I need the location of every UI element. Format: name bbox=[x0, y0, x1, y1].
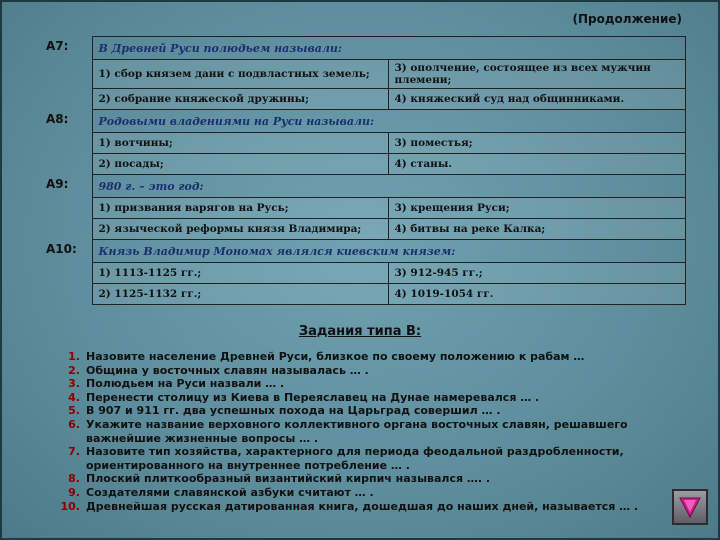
task-number: 9. bbox=[68, 485, 80, 499]
next-slide-button[interactable] bbox=[672, 489, 708, 525]
task-text: В 907 и 911 гг. два успешных похода на Царьград совершил … . bbox=[86, 404, 501, 418]
task-text: Древнейшая русская датированная книга, дошедшая до наших дней, называется … . bbox=[86, 499, 639, 513]
task-item bbox=[54, 418, 674, 445]
task-number: 7. bbox=[68, 445, 80, 459]
task-number: 4. bbox=[68, 390, 80, 404]
answer-option[interactable]: 2) посады; bbox=[92, 154, 388, 175]
answer-option[interactable]: 1) вотчины; bbox=[92, 133, 388, 154]
question-number: А7: bbox=[40, 37, 92, 110]
task-text: Назовите население Древней Руси, близкое по своему положению к рабам … bbox=[86, 350, 585, 363]
task-item bbox=[54, 472, 674, 486]
answer-option[interactable]: 1) призвания варягов на Русь; bbox=[92, 198, 388, 219]
answer-option[interactable]: 3) 912-945 гг.; bbox=[388, 263, 685, 284]
task-item bbox=[54, 486, 674, 500]
question-number: А8: bbox=[40, 110, 92, 175]
task-number: 10. bbox=[60, 499, 80, 513]
task-text: Назовите тип хозяйства, характерного для периода феодальной раздробленности, ориентированного на внутреннее потребление … . bbox=[86, 445, 624, 472]
task-item bbox=[54, 500, 674, 514]
answer-option[interactable]: 3) ополчение, состоящее из всех мужчин племени; bbox=[388, 60, 685, 89]
task-text: Плоский плиткообразный византийский кирпич назывался …. . bbox=[86, 472, 491, 486]
answer-option[interactable]: 1) 1113-1125 гг.; bbox=[92, 263, 388, 284]
quiz-table bbox=[40, 36, 686, 305]
down-triangle-icon bbox=[678, 495, 702, 519]
question-text: В Древней Руси полюдьем называли: bbox=[92, 37, 685, 60]
task-text: Укажите название верховного коллективного органа восточных славян, решавшего важнейшие жизненные вопросы … . bbox=[86, 417, 628, 445]
task-list bbox=[54, 350, 674, 513]
task-number: 2. bbox=[68, 363, 80, 377]
answer-option[interactable]: 4) княжеский суд над общинниками. bbox=[388, 89, 685, 110]
answer-option[interactable]: 1) сбор князем дани с подвластных земель; bbox=[92, 60, 388, 89]
question-text: 980 г. – это год: bbox=[92, 175, 685, 198]
answer-option[interactable]: 2) собрание княжеской дружины; bbox=[92, 89, 388, 110]
task-text: Полюдьем на Руси назвали … . bbox=[86, 377, 285, 391]
question-text: Родовыми владениями на Руси называли: bbox=[92, 110, 685, 133]
question-number: А9: bbox=[40, 175, 92, 240]
task-text: Община у восточных славян называлась … . bbox=[86, 363, 369, 377]
task-number: 6. bbox=[68, 417, 80, 431]
task-text: Перенести столицу из Киева в Переяславец на Дунае намеревался … . bbox=[86, 390, 540, 404]
task-item bbox=[54, 377, 674, 391]
task-item bbox=[54, 404, 674, 418]
question-number: А10: bbox=[40, 240, 92, 305]
task-item bbox=[54, 391, 674, 405]
task-number: 1. bbox=[68, 350, 80, 363]
answer-option[interactable]: 4) станы. bbox=[388, 154, 685, 175]
answer-option[interactable]: 4) битвы на реке Калка; bbox=[388, 219, 685, 240]
question-text: Князь Владимир Мономах являлся киевским князем: bbox=[92, 240, 685, 263]
task-number: 3. bbox=[68, 377, 80, 391]
task-number: 5. bbox=[68, 404, 80, 418]
continuation-label: (Продолжение) bbox=[572, 12, 682, 26]
task-item bbox=[54, 445, 674, 472]
answer-option[interactable]: 2) языческой реформы князя Владимира; bbox=[92, 219, 388, 240]
answer-option[interactable]: 3) поместья; bbox=[388, 133, 685, 154]
task-text: Создателями славянской азбуки считают … . bbox=[86, 485, 374, 499]
answer-option[interactable]: 4) 1019-1054 гг. bbox=[388, 284, 685, 305]
task-item bbox=[54, 350, 674, 364]
answer-option[interactable]: 3) крещения Руси; bbox=[388, 198, 685, 219]
task-number: 8. bbox=[68, 472, 80, 486]
section-b-title: Задания типа В: bbox=[298, 324, 422, 339]
task-item bbox=[54, 364, 674, 378]
answer-option[interactable]: 2) 1125-1132 гг.; bbox=[92, 284, 388, 305]
